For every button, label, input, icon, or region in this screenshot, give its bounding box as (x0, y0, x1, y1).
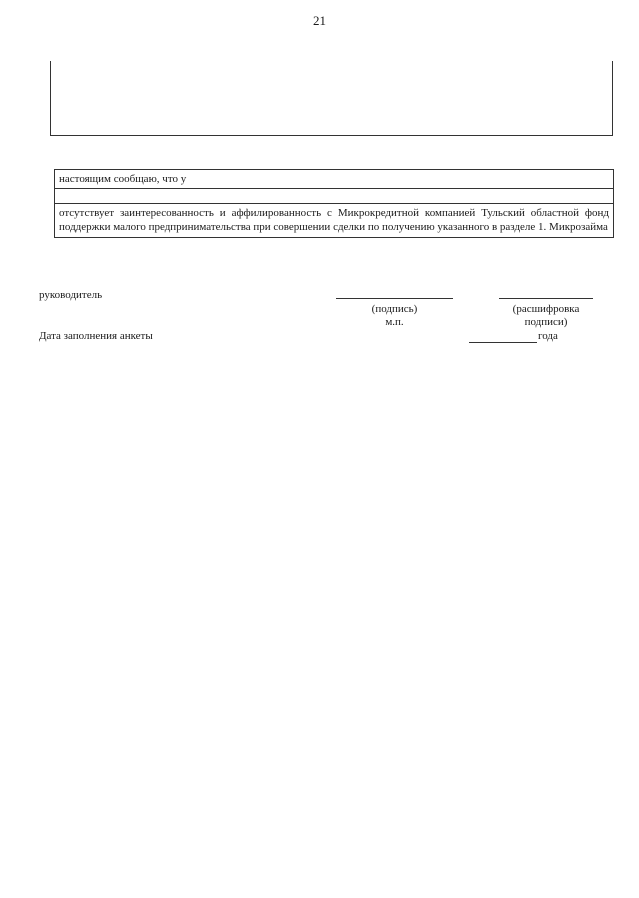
previous-section-box (50, 61, 613, 136)
notice-header: настоящим сообщаю, что у (55, 170, 613, 189)
stamp-caption: м.п. (385, 316, 404, 328)
date-line (469, 342, 537, 343)
date-label: Дата заполнения анкеты (39, 330, 153, 342)
role-label: руководитель (39, 289, 103, 301)
signature-caption: (подпись) (371, 303, 418, 315)
notice-blank-row (55, 189, 613, 204)
notice-statement: отсутствует заинтересованность и аффилированность с Микрокредитной компанией Тульский областной фонд поддержки малого предпринимательства при совершении сделки по получению указанного в разделе 1. Микрозайма (59, 207, 609, 233)
decoding-line (499, 298, 593, 299)
decoding-caption-line1: (расшифровка (512, 303, 580, 315)
notice-table (54, 169, 614, 238)
decoding-caption-line2: подписи) (524, 316, 568, 328)
page-number: 21 (313, 13, 326, 28)
date-suffix: года (538, 330, 558, 342)
signature-line (336, 298, 453, 299)
